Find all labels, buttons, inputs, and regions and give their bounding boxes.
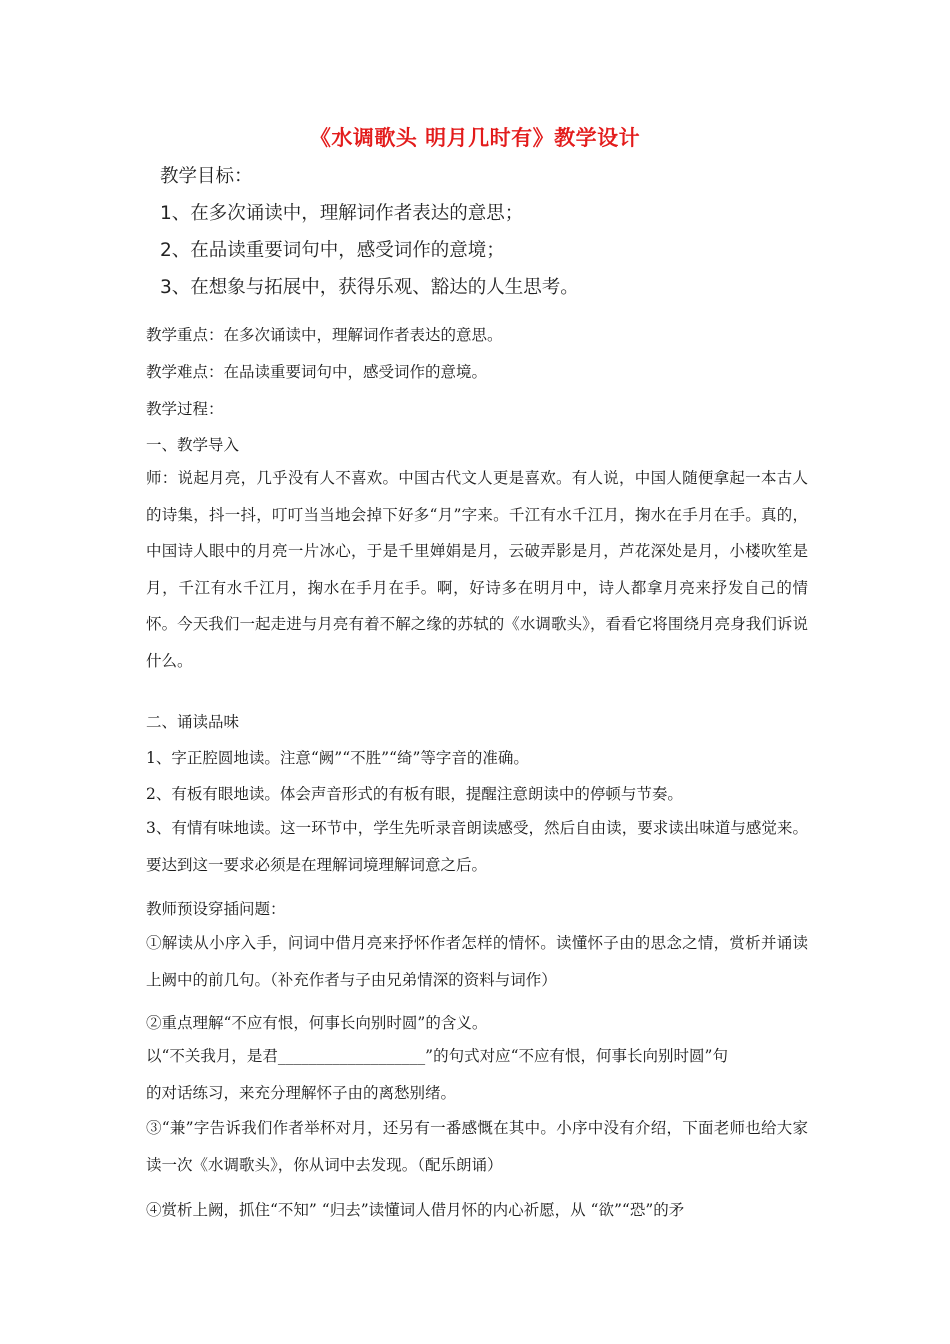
document-title: 《水调歌头 明月几时有》教学设计 [309, 126, 641, 150]
process-heading: 教学过程： [146, 400, 224, 418]
questions-heading: 教师预设穿插问题： [146, 900, 286, 918]
section1-heading: 一、教学导入 [146, 436, 240, 454]
question-2-exercise: 以“不关我月，是君___________________”的句式对应“不应有恨，何事长向别时圆”句 [146, 1047, 728, 1065]
objective-item-1: 1、在多次诵读中，理解词作者表达的意思； [160, 203, 524, 224]
question-4: ④赏析上阙，抓住“不知” “归去”读懂词人借月怀的内心祈愿，从 “欲”“恐”的矛 [146, 1201, 685, 1219]
question-2-continuation: 的对话练习，来充分理解怀子由的离愁别绪。 [146, 1084, 457, 1102]
question-3: ③“兼”字告诉我们作者举杯对月，还另有一番感慨在其中。小序中没有介绍，下面老师也给大家读一次《水调歌头》，你从词中去发现。（配乐朗诵） [146, 1119, 808, 1174]
section2-heading: 二、诵读品味 [146, 713, 240, 731]
section1-text: 师：说起月亮，几乎没有人不喜欢。中国古代文人更是喜欢。有人说，中国人随便拿起一本古人的诗集，抖一抖，叮叮当当地会掉下好多“月”字来。千江有水千江月，掬水在手月在手。真的，中国诗人眼中的月亮一片冰心，于是千里婵娟是月，云破弄影是月，芦花深处是月，小楼吹笙是月，千江有水千江月，掬水在手月在手。啊，好诗多在明月中，诗人都拿月亮来抒发自己的情怀。今天我们一起走进与月亮有着不解之缘的苏轼的《水调歌头》，看看它将围绕月亮身我们诉说什么。 [146, 469, 808, 670]
reading-step-3: 3、有情有味地读。这一环节中，学生先听录音朗读感受，然后自由读，要求读出味道与感觉来。要达到这一要求必须是在理解词境理解词意之后。 [146, 819, 808, 874]
objectives-heading: 教学目标： [160, 166, 253, 187]
question-1: ①解读从小序入手，问词中借月亮来抒怀作者怎样的情怀。读懂怀子由的思念之情，赏析并诵读上阙中的前几句。（补充作者与子由兄弟情深的资料与词作） [146, 934, 808, 989]
objective-item-2: 2、在品读重要词句中，感受词作的意境； [160, 240, 505, 261]
key-point: 教学重点：在多次诵读中，理解词作者表达的意思。 [146, 326, 503, 344]
reading-step-1: 1、字正腔圆地读。注意“阙”“不胜”“绮”等字音的准确。 [146, 749, 529, 767]
reading-step-2: 2、有板有眼地读。体会声音形式的有板有眼，提醒注意朗读中的停顿与节奏。 [146, 785, 683, 803]
question-2: ②重点理解“不应有恨，何事长向别时圆”的含义。 [146, 1014, 488, 1032]
objective-item-3: 3、在想象与拓展中，获得乐观、豁达的人生思考。 [160, 277, 579, 298]
difficulty: 教学难点：在品读重要词句中，感受词作的意境。 [146, 363, 488, 381]
